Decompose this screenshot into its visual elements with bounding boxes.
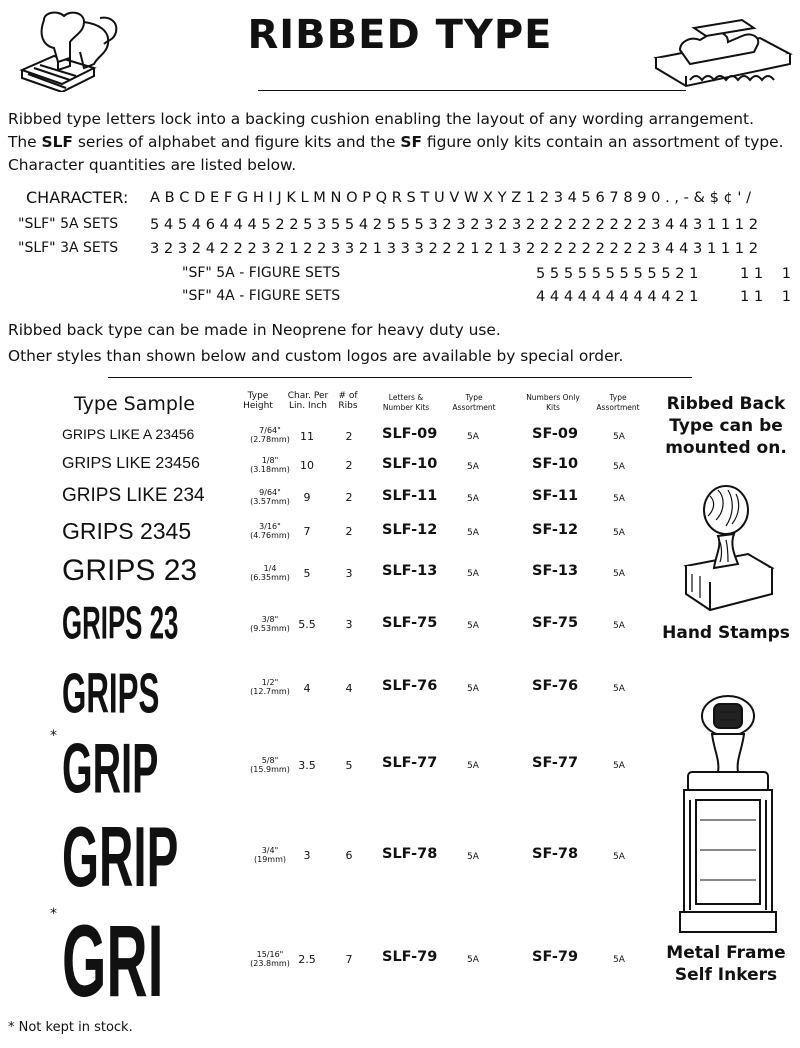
self-inker-illustration bbox=[674, 690, 782, 940]
height-mm: (9.53mm) bbox=[250, 624, 290, 633]
title-divider bbox=[258, 90, 686, 91]
type-assortment: 5A bbox=[467, 494, 479, 504]
letter-number-kit: SLF-79 bbox=[382, 949, 438, 965]
number-only-kit: SF-76 bbox=[532, 678, 579, 694]
type-height bbox=[240, 756, 300, 774]
rib-count: 2 bbox=[345, 430, 353, 443]
height-mm: (6.35mm) bbox=[250, 573, 290, 582]
hand-stamp-illustration bbox=[676, 484, 778, 614]
height-inches: 3/8" bbox=[261, 615, 279, 624]
type-assortment: 5A bbox=[467, 955, 479, 965]
rib-count: 3 bbox=[345, 618, 353, 631]
rib-count: 2 bbox=[345, 525, 353, 538]
height-mm: (15.9mm) bbox=[250, 765, 290, 774]
type-assortment: 5A bbox=[613, 528, 625, 538]
number-only-kit: SF-77 bbox=[532, 755, 579, 771]
char-per-inch: 3 bbox=[303, 849, 311, 862]
type-height bbox=[240, 522, 300, 540]
type-assortment: 5A bbox=[467, 852, 479, 862]
type-assortment: 5A bbox=[613, 852, 625, 862]
sf-5a-tail: 1 1 1 bbox=[740, 265, 792, 282]
height-inches: 1/8" bbox=[261, 456, 279, 465]
type-height bbox=[240, 456, 300, 474]
intro-line-3: Character quantities are listed below. bbox=[8, 156, 297, 174]
height-inches: 3/4" bbox=[261, 846, 279, 855]
character-list: A B C D E F G H I J K L M N O P Q R S T U V W X Y Z 1 2 3 4 5 6 7 8 9 0 . , - & $ ¢ ' / bbox=[150, 189, 751, 206]
type-sample: GRIP bbox=[62, 809, 179, 905]
type-height bbox=[240, 564, 300, 582]
number-only-kit: SF-12 bbox=[532, 522, 579, 538]
type-height bbox=[240, 678, 300, 696]
intro-text: series of alphabet and figure kits and the bbox=[72, 133, 401, 151]
height-mm: (19mm) bbox=[253, 855, 286, 864]
self-inkers-label-1: Metal Frame bbox=[666, 943, 786, 963]
height-inches: 5/8" bbox=[261, 756, 279, 765]
letter-number-kit: SLF-13 bbox=[382, 563, 438, 579]
height-inches: 1/4 bbox=[263, 564, 277, 573]
type-height bbox=[240, 488, 300, 506]
number-only-kit: SF-75 bbox=[532, 615, 579, 631]
slf-5a-label: "SLF" 5A SETS bbox=[18, 216, 119, 232]
type-assortment: 5A bbox=[467, 761, 479, 771]
type-assortment: 5A bbox=[467, 462, 479, 472]
rib-count: 3 bbox=[345, 567, 353, 580]
rib-count: 4 bbox=[345, 682, 353, 695]
char-per-inch: 9 bbox=[303, 491, 311, 504]
char-per-inch: 7 bbox=[303, 525, 311, 538]
type-assortment: 5A bbox=[613, 621, 625, 631]
type-assortment: 5A bbox=[613, 432, 625, 442]
intro-text: figure only kits contain an assortment of type. bbox=[422, 133, 784, 151]
type-sample: GRIPS 2345 bbox=[62, 518, 192, 544]
type-assortment: 5A bbox=[467, 528, 479, 538]
header-numbers-only-kits: Numbers Only Kits bbox=[526, 393, 580, 412]
type-height bbox=[240, 426, 300, 444]
height-inches: 7/64" bbox=[259, 426, 281, 435]
type-assortment: 5A bbox=[613, 684, 625, 694]
hand-stamps-label: Hand Stamps bbox=[662, 623, 790, 643]
number-only-kit: SF-11 bbox=[532, 488, 579, 504]
sf-5a-values: 5 5 5 5 5 5 5 5 5 5 2 1 bbox=[536, 265, 699, 282]
char-per-inch: 3.5 bbox=[298, 759, 316, 772]
notes-paragraph bbox=[8, 317, 623, 369]
height-mm: (2.78mm) bbox=[250, 435, 290, 444]
char-per-inch: 2.5 bbox=[298, 953, 316, 966]
not-in-stock-marker: * bbox=[50, 906, 57, 922]
number-only-kit: SF-10 bbox=[532, 456, 579, 472]
intro-text: The bbox=[8, 133, 42, 151]
sf-series-name: SF bbox=[400, 133, 423, 151]
letter-number-kit: SLF-76 bbox=[382, 678, 438, 694]
section-divider bbox=[108, 377, 692, 378]
type-height bbox=[240, 846, 300, 864]
intro-line-1: Ribbed type letters lock into a backing cushion enabling the layout of any wording arrangement. bbox=[8, 110, 754, 128]
sf-4a-tail: 1 1 1 bbox=[740, 288, 792, 305]
char-per-inch: 5.5 bbox=[298, 618, 316, 631]
slf-3a-label: "SLF" 3A SETS bbox=[18, 240, 119, 256]
rib-count: 6 bbox=[345, 849, 353, 862]
letter-number-kit: SLF-78 bbox=[382, 846, 438, 862]
rib-count: 2 bbox=[345, 459, 353, 472]
intro-line-2 bbox=[8, 131, 784, 154]
page-title: RIBBED TYPE bbox=[247, 12, 553, 58]
intro-paragraph bbox=[8, 108, 784, 177]
type-assortment: 5A bbox=[613, 462, 625, 472]
number-only-kit: SF-09 bbox=[532, 426, 579, 442]
slf-5a-values: 5 4 5 4 6 4 4 4 5 2 2 5 3 5 5 4 2 5 5 5 3 2 3 2 3 2 3 2 2 2 2 2 2 2 2 2 3 4 4 3 1 1 1 2 bbox=[150, 216, 759, 233]
sf-4a-label: "SF" 4A - FIGURE SETS bbox=[182, 288, 341, 304]
self-inkers-label-2: Self Inkers bbox=[674, 965, 778, 985]
number-only-kit: SF-13 bbox=[532, 563, 579, 579]
slf-series-name: SLF bbox=[41, 133, 73, 151]
type-height bbox=[240, 615, 300, 633]
height-inches: 1/2" bbox=[261, 678, 279, 687]
type-assortment: 5A bbox=[467, 684, 479, 694]
type-assortment: 5A bbox=[613, 569, 625, 579]
number-only-kit: SF-79 bbox=[532, 949, 579, 965]
type-assortment: 5A bbox=[467, 621, 479, 631]
sf-4a-values: 4 4 4 4 4 4 4 4 4 4 2 1 bbox=[536, 288, 699, 305]
type-sample: GRIPS LIKE A 23456 bbox=[62, 426, 195, 442]
not-in-stock-marker: * bbox=[50, 728, 57, 744]
height-mm: (12.7mm) bbox=[250, 687, 290, 696]
height-inches: 9/64" bbox=[259, 488, 281, 497]
rib-count: 2 bbox=[345, 491, 353, 504]
type-sample: GRIPS LIKE 23456 bbox=[62, 455, 200, 472]
type-assortment: 5A bbox=[613, 955, 625, 965]
letter-number-kit: SLF-10 bbox=[382, 456, 438, 472]
header-char-per-inch: Char. Per Lin. Inch bbox=[287, 391, 329, 411]
character-header-label: CHARACTER: bbox=[26, 188, 129, 207]
char-per-inch: 4 bbox=[303, 682, 311, 695]
footnote: * Not kept in stock. bbox=[8, 1020, 133, 1035]
note-line-1: Ribbed back type can be made in Neoprene for heavy duty use. bbox=[8, 321, 501, 339]
type-assortment: 5A bbox=[613, 494, 625, 504]
letter-number-kit: SLF-12 bbox=[382, 522, 438, 538]
number-only-kit: SF-78 bbox=[532, 846, 579, 862]
letter-number-kit: SLF-77 bbox=[382, 755, 438, 771]
type-sample: GRIPS 23 bbox=[62, 598, 179, 650]
letter-number-kit: SLF-11 bbox=[382, 488, 438, 504]
type-sample: GRIP bbox=[62, 729, 159, 809]
header-type-height: Type Height bbox=[243, 391, 273, 411]
height-mm: (4.76mm) bbox=[250, 531, 290, 540]
char-per-inch: 5 bbox=[303, 567, 311, 580]
type-sample: GRIPS bbox=[62, 661, 160, 725]
char-per-inch: 11 bbox=[300, 430, 314, 443]
type-assortment: 5A bbox=[467, 569, 479, 579]
rib-count: 5 bbox=[345, 759, 353, 772]
rib-count: 7 bbox=[345, 953, 353, 966]
letter-number-kit: SLF-75 bbox=[382, 615, 438, 631]
type-sample: GRIPS LIKE 234 bbox=[62, 485, 205, 506]
header-letter-number-kits: Letters & Number Kits bbox=[382, 393, 430, 412]
height-mm: (3.18mm) bbox=[250, 465, 290, 474]
header-type-sample: Type Sample bbox=[74, 393, 195, 415]
char-per-inch: 10 bbox=[300, 459, 314, 472]
letter-number-kit: SLF-09 bbox=[382, 426, 438, 442]
slf-3a-values: 3 2 3 2 4 2 2 2 3 2 1 2 2 3 3 2 1 3 3 3 2 2 2 1 2 1 3 2 2 2 2 2 2 2 2 2 3 4 4 3 1 1 1 2 bbox=[150, 240, 759, 257]
note-line-2: Other styles than shown below and custom logos are available by special order. bbox=[8, 347, 624, 365]
height-inches: 3/16" bbox=[259, 522, 281, 531]
sidebar-heading: Ribbed Back Type can be mounted on. bbox=[665, 394, 787, 458]
header-ribs: # of Ribs bbox=[338, 391, 358, 411]
type-assortment: 5A bbox=[467, 432, 479, 442]
type-assortment: 5A bbox=[613, 761, 625, 771]
type-sample: GRI bbox=[62, 903, 164, 1018]
sf-5a-label: "SF" 5A - FIGURE SETS bbox=[182, 265, 341, 281]
height-mm: (3.57mm) bbox=[250, 497, 290, 506]
type-height bbox=[240, 950, 300, 968]
height-inches: 15/16" bbox=[256, 950, 284, 959]
header-type-assortment-1: Type Assortment bbox=[452, 393, 496, 412]
header-type-assortment-2: Type Assortment bbox=[596, 393, 640, 412]
type-sample: GRIPS 23 bbox=[62, 554, 198, 587]
height-mm: (23.8mm) bbox=[250, 959, 290, 968]
